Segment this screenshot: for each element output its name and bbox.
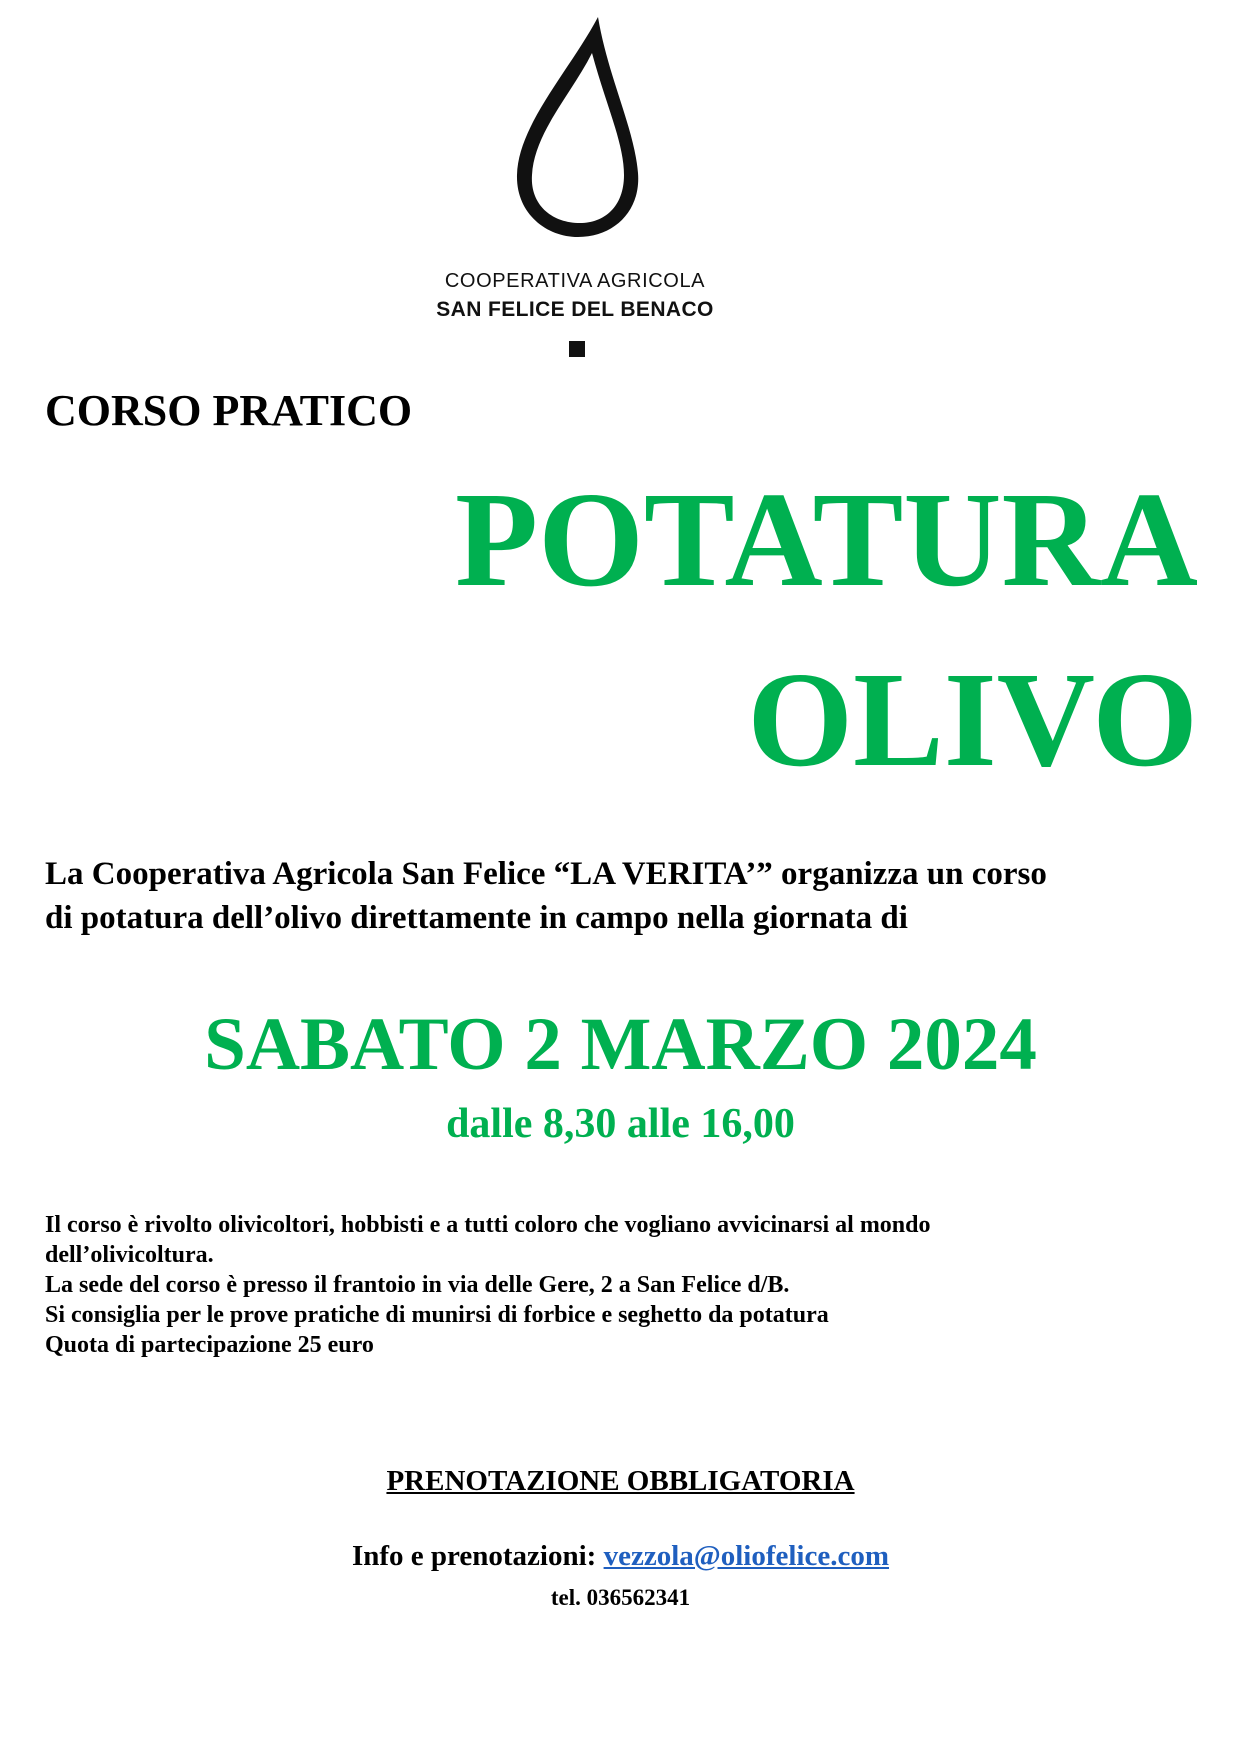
- details-line: La sede del corso è presso il frantoio in via delle Gere, 2 a San Felice d/B.: [45, 1272, 790, 1298]
- course-details: [45, 1210, 1205, 1360]
- event-hours: dalle 8,30 alle 16,00: [446, 1101, 795, 1147]
- logo-location-name: SAN FELICE DEL BENACO: [436, 298, 714, 321]
- booking-info: [0, 1540, 1241, 1573]
- event-date: SABATO 2 MARZO 2024: [204, 1003, 1037, 1086]
- logo-cooperative-name: COOPERATIVA AGRICOLA: [444, 270, 706, 292]
- course-kicker: CORSO PRATICO: [45, 386, 413, 435]
- title-line-olivo: OLIVO: [747, 645, 1198, 795]
- olive-oil-drop-icon: [510, 15, 645, 240]
- intro-line: La Cooperativa Agricola San Felice “LA VERITA’” organizza un corso: [45, 856, 1047, 892]
- details-line: dell’olivicoltura.: [45, 1242, 214, 1268]
- details-line: Si consiglia per le prove pratiche di munirsi di forbice e seghetto da potatura: [45, 1302, 829, 1328]
- booking-required-text: PRENOTAZIONE OBBLIGATORIA: [386, 1465, 855, 1497]
- booking-required-notice: [0, 1465, 1241, 1498]
- intro-line: di potatura dell’olivo direttamente in campo nella giornata di: [45, 900, 908, 936]
- logo-square-mark: [569, 341, 585, 357]
- booking-info-label: Info e prenotazioni:: [351, 1540, 597, 1572]
- details-line: Il corso è rivolto olivicoltori, hobbisti e a tutti coloro che vogliano avvicinarsi al mondo: [45, 1212, 931, 1238]
- intro-paragraph: [45, 852, 1205, 940]
- title-line-potatura: POTATURA: [455, 465, 1198, 615]
- booking-phone: tel. 036562341: [550, 1585, 691, 1610]
- booking-email-link[interactable]: vezzola@oliofelice.com: [603, 1540, 890, 1572]
- details-line: Quota di partecipazione 25 euro: [45, 1332, 374, 1358]
